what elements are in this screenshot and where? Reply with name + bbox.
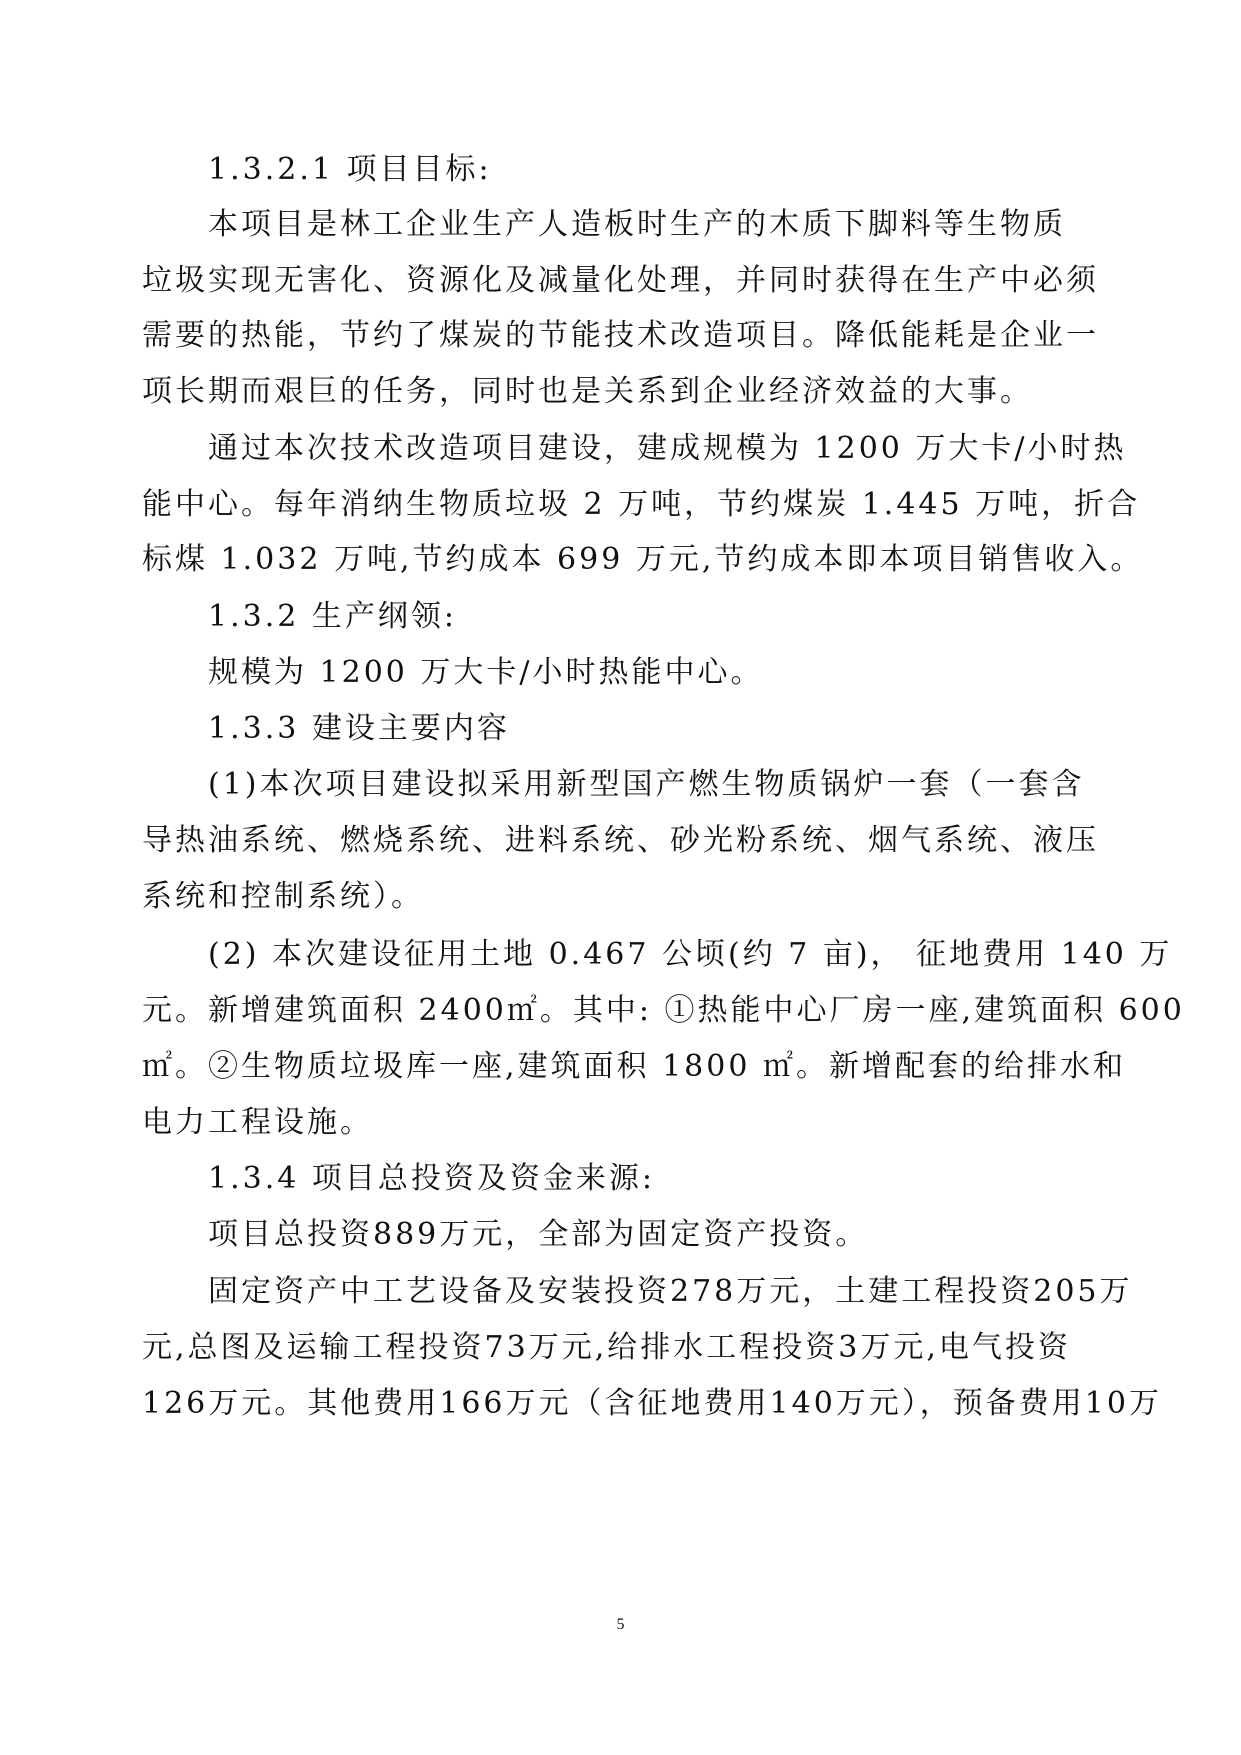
section-heading-1-3-2-1: 1.3.2.1 项目目标: [208, 152, 492, 187]
paragraph-line: 本项目是林工企业生产人造板时生产的木质下脚料等生物质 [208, 207, 1066, 242]
paragraph-line: 垃圾实现无害化、资源化及减量化处理，并同时获得在生产中必须 [142, 263, 1099, 298]
paragraph-line: ㎡。②生物质垃圾库一座,建筑面积 1800 ㎡。新增配套的给排水和 [142, 1049, 1126, 1084]
paragraph-line: 能中心。每年消纳生物质垃圾 2 万吨，节约煤炭 1.445 万吨，折合 [142, 487, 1141, 522]
section-heading-1-3-2: 1.3.2 生产纲领: [208, 599, 457, 634]
paragraph-line: 标煤 1.032 万吨,节约成本 699 万元,节约成本即本项目销售收入。 [142, 542, 1144, 577]
paragraph-line: 导热油系统、燃烧系统、进料系统、砂光粉系统、烟气系统、液压 [142, 823, 1099, 858]
paragraph-line: (1)本次项目建设拟采用新型国产燃生物质锅炉一套（一套含 [208, 767, 1085, 802]
paragraph-line: 元,总图及运输工程投资73万元,给排水工程投资3万元,电气投资 [142, 1330, 1071, 1365]
paragraph-line: 电力工程设施。 [142, 1105, 373, 1140]
section-heading-1-3-3: 1.3.3 建设主要内容 [208, 711, 510, 746]
page-number: 5 [616, 1616, 625, 1633]
paragraph-line: 元。新增建筑面积 2400㎡。其中: ①热能中心厂房一座,建筑面积 600 [142, 993, 1185, 1028]
section-heading-1-3-4: 1.3.4 项目总投资及资金来源: [208, 1161, 655, 1196]
paragraph-line: 规模为 1200 万大卡/小时热能中心。 [208, 655, 764, 690]
paragraph-line: 固定资产中工艺设备及安装投资278万元，土建工程投资205万 [208, 1274, 1133, 1309]
paragraph-line: 126万元。其他费用166万元（含征地费用140万元），预备费用10万 [142, 1386, 1162, 1421]
paragraph-line: 系统和控制系统）。 [142, 879, 424, 914]
paragraph-line: 项目总投资889万元，全部为固定资产投资。 [208, 1217, 869, 1252]
paragraph-line: (2) 本次建设征用土地 0.467 公顷(约 7 亩)， 征地费用 140 万 [208, 937, 1173, 972]
paragraph-line: 通过本次技术改造项目建设，建成规模为 1200 万大卡/小时热 [208, 431, 1127, 466]
paragraph-line: 项长期而艰巨的任务，同时也是关系到企业经济效益的大事。 [142, 374, 1033, 409]
paragraph-line: 需要的热能，节约了煤炭的节能技术改造项目。降低能耗是企业一 [142, 318, 1099, 353]
